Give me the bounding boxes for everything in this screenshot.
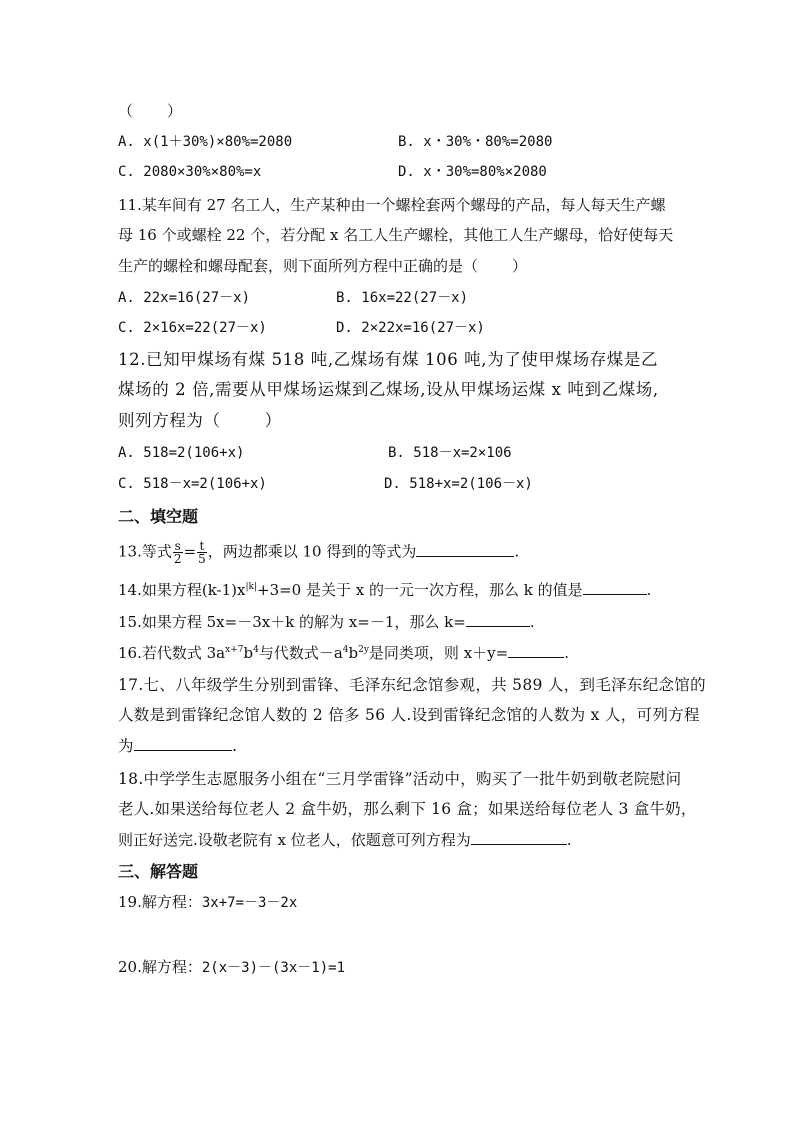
- paren-open: （: [463, 257, 479, 275]
- exponent: 4: [253, 645, 259, 655]
- q10-option-a: A. x(1＋30%)×80%=2080: [118, 134, 293, 150]
- q18-line-3-text: 则正好送完.设敬老院有 x 位老人，依题意可列方程为: [118, 831, 471, 849]
- paren-close: ）: [167, 102, 183, 120]
- q16-suffix: 是同类项，则 x＋y=: [368, 644, 509, 662]
- q11-line-3: [118, 256, 527, 276]
- q11-option-b: B. 16x=22(27－x): [336, 290, 469, 306]
- paren-open: （: [203, 411, 221, 430]
- exponent-abs-k: |k|: [245, 582, 257, 592]
- q14: [118, 580, 651, 600]
- q17-line-1: 17.七、八年级学生分别到雷锋、毛泽东纪念馆参观，共 589 人，到毛泽东纪念馆的: [118, 676, 706, 694]
- q19: [118, 892, 297, 913]
- q15: [118, 612, 535, 632]
- q12-option-d: D. 518+x=2(106－x): [384, 476, 533, 492]
- paren-close: ）: [512, 257, 528, 275]
- q17-period: .: [232, 737, 238, 755]
- fraction-t-over-5: [197, 540, 207, 565]
- section-solve-title: 三、解答题: [118, 862, 199, 881]
- paren-close: ）: [264, 411, 282, 430]
- section-fill-in-title: 二、填空题: [118, 507, 199, 526]
- q10-answer-parens: [118, 101, 182, 121]
- q13-suffix: ，两边都乘以 10 得到的等式为: [207, 542, 417, 561]
- q18-line-3: [118, 830, 572, 850]
- q14-period: .: [646, 581, 652, 599]
- q11-line-3-text: 生产的螺栓和螺母配套，则下面所列方程中正确的是: [118, 257, 464, 275]
- answer-blank[interactable]: [583, 580, 647, 595]
- paren-open: （: [118, 102, 134, 120]
- q11-option-a: A. 22x=16(27－x): [118, 290, 251, 306]
- q18-line-1: 18.中学学生志愿服务小组在“三月学雷锋”活动中，购买了一批牛奶到敬老院慰问: [118, 770, 682, 788]
- q12-option-a: A. 518=2(106+x): [118, 445, 245, 461]
- q12-line-3-text: 则列方程为: [118, 411, 204, 430]
- fraction-denominator: 2: [173, 552, 182, 566]
- q11-option-c: C. 2×16x=22(27－x): [118, 320, 267, 336]
- q12-line-3: [118, 411, 282, 431]
- q11-line-2: 母 16 个或螺栓 22 个，若分配 x 名工人生产螺栓，其他工人生产螺母，恰好使每天: [118, 226, 674, 244]
- exponent: x+7: [225, 645, 244, 655]
- answer-blank[interactable]: [466, 612, 530, 627]
- answer-blank[interactable]: [416, 542, 514, 557]
- q12-option-c: C. 518－x=2(106+x): [118, 476, 267, 492]
- q12-line-1: 12.已知甲煤场有煤 518 吨,乙煤场有煤 106 吨,为了使甲煤场存煤是乙: [118, 350, 659, 369]
- q18-period: .: [566, 831, 572, 849]
- q12-line-2: 煤场的 2 倍,需要从甲煤场运煤到乙煤场,设从甲煤场运煤 x 吨到乙煤场,: [118, 380, 659, 399]
- q13-prefix: 13.等式: [118, 542, 172, 561]
- q13: [118, 540, 519, 565]
- equals-sign: =: [183, 542, 197, 561]
- q18-line-2: 老人.如果送给每位老人 2 盒牛奶，那么剩下 16 盒；如果送给每位老人 3 盒牛奶，: [118, 800, 697, 818]
- q15-period: .: [529, 613, 535, 631]
- answer-blank[interactable]: [134, 736, 232, 751]
- q10-option-b: B. x・30%・80%=2080: [398, 134, 553, 150]
- q16-var-b: b: [348, 644, 359, 662]
- q16-var-b: b: [243, 644, 254, 662]
- q16-prefix: 16.若代数式 3a: [118, 644, 226, 662]
- fraction-numerator: t: [197, 540, 207, 553]
- q17-line-2: 人数是到雷锋纪念馆人数的 2 倍多 56 人.设到雷锋纪念馆的人数为 x 人，可列方程: [118, 706, 700, 724]
- q20-equation: 2(x－3)－(3x－1)=1: [201, 960, 346, 976]
- fraction-s-over-2: [173, 540, 183, 565]
- q16: [118, 643, 569, 663]
- exponent: 2y: [358, 645, 369, 655]
- q11-option-d: D. 2×22x=16(27－x): [336, 320, 485, 336]
- q17-prefix: 为: [118, 737, 135, 755]
- q17-line-3: [118, 736, 238, 756]
- q20-label: 20.解方程：: [118, 958, 202, 976]
- answer-blank[interactable]: [508, 643, 564, 658]
- q15-text: 15.如果方程 5x=－3x＋k 的解为 x=－1，那么 k=: [118, 613, 466, 631]
- q14-suffix: +3=0 是关于 x 的一元一次方程，那么 k 的值是: [257, 581, 583, 599]
- q16-mid: 与代数式－a: [258, 644, 343, 662]
- q14-prefix: 14.如果方程(k-1)x: [118, 581, 246, 599]
- q11-line-1: 11.某车间有 27 名工人，生产某种由一个螺栓套两个螺母的产品，每人每天生产螺: [118, 196, 666, 214]
- q20: [118, 957, 345, 978]
- q10-option-c: C. 2080×30%×80%=x: [118, 164, 262, 180]
- fraction-denominator: 5: [198, 552, 206, 566]
- answer-blank[interactable]: [471, 830, 567, 845]
- q10-option-d: D. x・30%=80%×2080: [398, 164, 547, 180]
- q19-label: 19.解方程：: [118, 893, 202, 911]
- q13-period: .: [514, 542, 520, 561]
- fraction-numerator: s: [174, 539, 181, 553]
- q19-equation: 3x+7=－3－2x: [201, 895, 298, 911]
- q12-option-b: B. 518－x=2×106: [388, 445, 512, 461]
- exponent: 4: [342, 645, 349, 655]
- q16-period: .: [564, 644, 569, 662]
